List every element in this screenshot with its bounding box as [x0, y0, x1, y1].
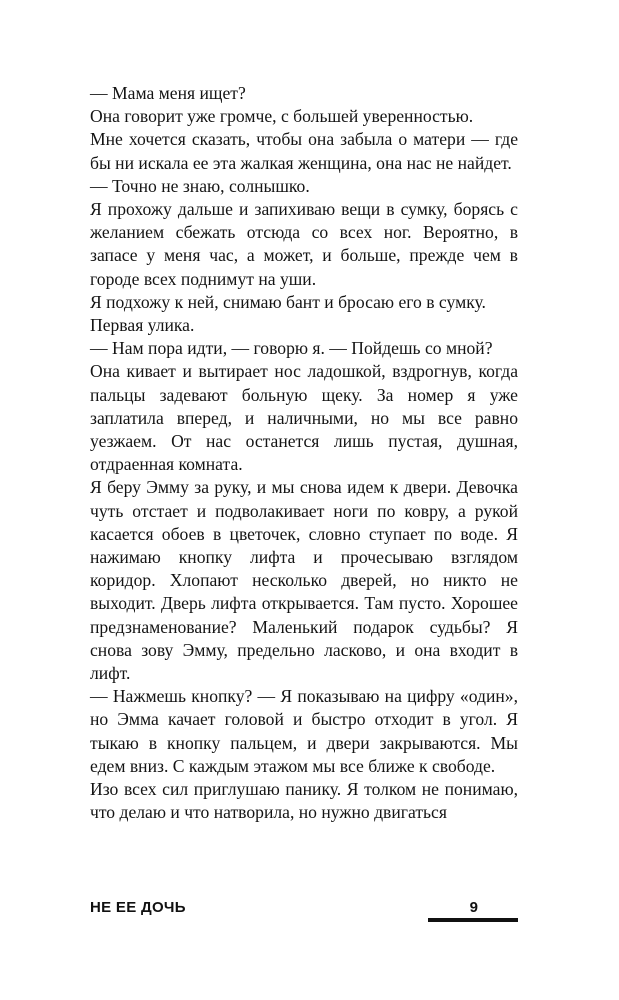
paragraph: — Нам пора идти, — говорю я. — Пойдешь со мной?	[90, 338, 493, 359]
paragraph: Изо всех сил приглушаю панику. Я толком не понимаю, что делаю и что натворила, но нужно двигаться	[90, 779, 518, 823]
paragraph: Мне хочется сказать, чтобы она забыла о матери — где бы ни искала ее эта жалкая женщина, она нас не найдет.	[90, 129, 518, 173]
paragraph: Я подхожу к ней, снимаю бант и бросаю его в сумку.	[90, 291, 486, 312]
running-title: НЕ ЕЕ ДОЧЬ	[90, 899, 186, 916]
paragraph: Она кивает и вытирает нос ладошкой, вздрогнув, когда пальцы задевают больную щеку. За номер я уже заплатила вперед, и наличными, но мы все равно уезжаем. От нас останется лишь пустая, душная, отдраенная комната.	[90, 361, 518, 475]
paragraph: Она говорит уже громче, с большей уверенностью.	[90, 106, 474, 127]
paragraph: — Мама меня ищет?	[90, 83, 246, 103]
body-text	[90, 82, 518, 825]
page-footer	[90, 899, 518, 923]
paragraph: — Точно не знаю, солнышко.	[90, 175, 310, 196]
page-number: 9	[469, 899, 478, 916]
footer-rule	[428, 918, 518, 922]
paragraph: Я прохожу дальше и запихиваю вещи в сумку, борясь с желанием сбежать отсюда со всех ног. Вероятно, в запасе у меня час, а может, и больше, прежде чем в городе всех поднимут на уши.	[90, 199, 518, 289]
paragraph: — Нажмешь кнопку? — Я показываю на цифру «один», но Эмма качает головой и быстро отходит в угол. Я тыкаю в кнопку пальцем, и двери закрываются. Мы едем вниз. С каждым этажом мы все ближе к свободе.	[90, 686, 518, 776]
paragraph: Я беру Эмму за руку, и мы снова идем к двери. Девочка чуть отстает и подволакивает ноги по ковру, а рукой касается обоев в цветочек, словно ступает по воде. Я нажимаю кнопку лифта и прочесываю взглядом коридор. Хлопают несколько дверей, но никто не выходит. Дверь лифта открывается. Там пусто. Хорошее предзнаменование? Маленький подарок судьбы? Я снова зову Эмму, предельно ласково, и она входит в лифт.	[90, 477, 518, 684]
paragraph: Первая улика.	[90, 315, 195, 336]
